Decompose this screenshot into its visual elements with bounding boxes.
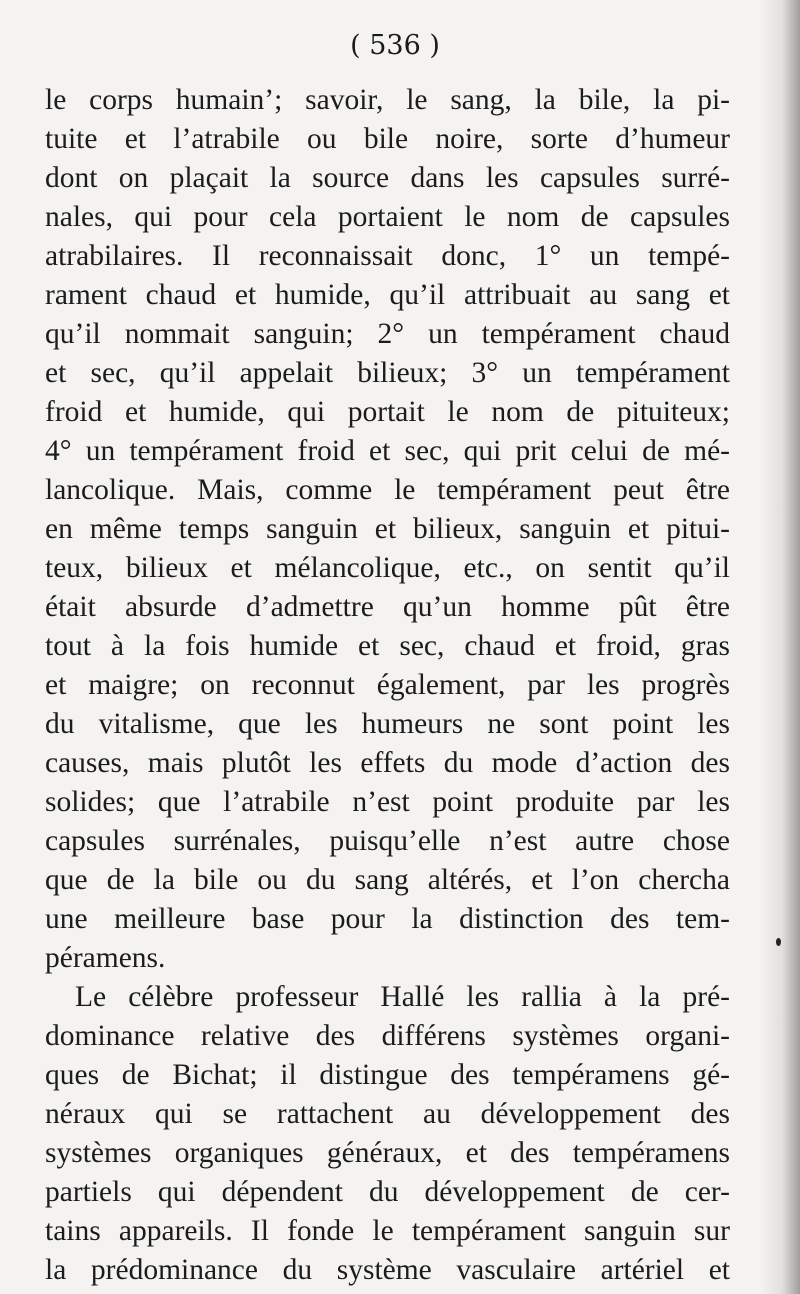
text-line: solides; que l’atrabile n’est point produite par les (45, 786, 730, 818)
text-line: tuite et l’atrabile ou bile noire, sorte d’humeur (45, 123, 730, 155)
text-line: que de la bile ou du sang altérés, et l’on chercha (45, 864, 730, 896)
text-line: froid et humide, qui portait le nom de pituiteux; (45, 396, 730, 428)
text-line: rament chaud et humide, qu’il attribuait au sang et (45, 279, 730, 311)
text-line: dont on plaçait la source dans les capsules surré- (45, 162, 730, 194)
text-line: systèmes organiques généraux, et des tempéramens (45, 1137, 730, 1169)
text-line: partiels qui dépendent du développement de cer- (45, 1176, 730, 1208)
text-line: était absurde d’admettre qu’un homme pût être (45, 591, 730, 623)
text-line: tains appareils. Il fonde le tempérament sanguin sur (45, 1215, 730, 1247)
text-line: lancolique. Mais, comme le tempérament peut être (45, 474, 730, 506)
text-line: causes, mais plutôt les effets du mode d’action des (45, 747, 730, 779)
text-line: nales, qui pour cela portaient le nom de capsules (45, 201, 730, 233)
text-line: atrabilaires. Il reconnaissait donc, 1° un tempé- (45, 240, 730, 272)
text-line: teux, bilieux et mélancolique, etc., on sentit qu’il (45, 552, 730, 584)
page-edge-shadow (760, 0, 800, 1294)
text-line: le corps humain’; savoir, le sang, la bile, la pi- (45, 84, 730, 116)
text-line: une meilleure base pour la distinction des tem- (45, 903, 730, 935)
text-line: ques de Bichat; il distingue des tempéramens gé- (45, 1059, 730, 1091)
text-line: et sec, qu’il appelait bilieux; 3° un tempérament (45, 357, 730, 389)
text-line: Le célèbre professeur Hallé les rallia à la pré- (75, 981, 730, 1013)
text-line: capsules surrénales, puisqu’elle n’est autre chose (45, 825, 730, 857)
text-line: péramens. (45, 942, 166, 974)
ink-speck (776, 938, 781, 946)
text-line: du vitalisme, que les humeurs ne sont point les (45, 708, 730, 740)
text-line: néraux qui se rattachent au développement des (45, 1098, 730, 1130)
page-number: ( 536 ) (350, 30, 440, 61)
text-line: en même temps sanguin et bilieux, sanguin et pitui- (45, 513, 730, 545)
text-line: la prédominance du système vasculaire artériel et (45, 1254, 730, 1286)
text-line: tout à la fois humide et sec, chaud et froid, gras (45, 630, 730, 662)
text-line: 4° un tempérament froid et sec, qui prit celui de mé- (45, 435, 730, 467)
text-line: qu’il nommait sanguin; 2° un tempérament chaud (45, 318, 730, 350)
text-line: et maigre; on reconnut également, par les progrès (45, 669, 730, 701)
text-line: dominance relative des différens systèmes organi- (45, 1020, 730, 1052)
